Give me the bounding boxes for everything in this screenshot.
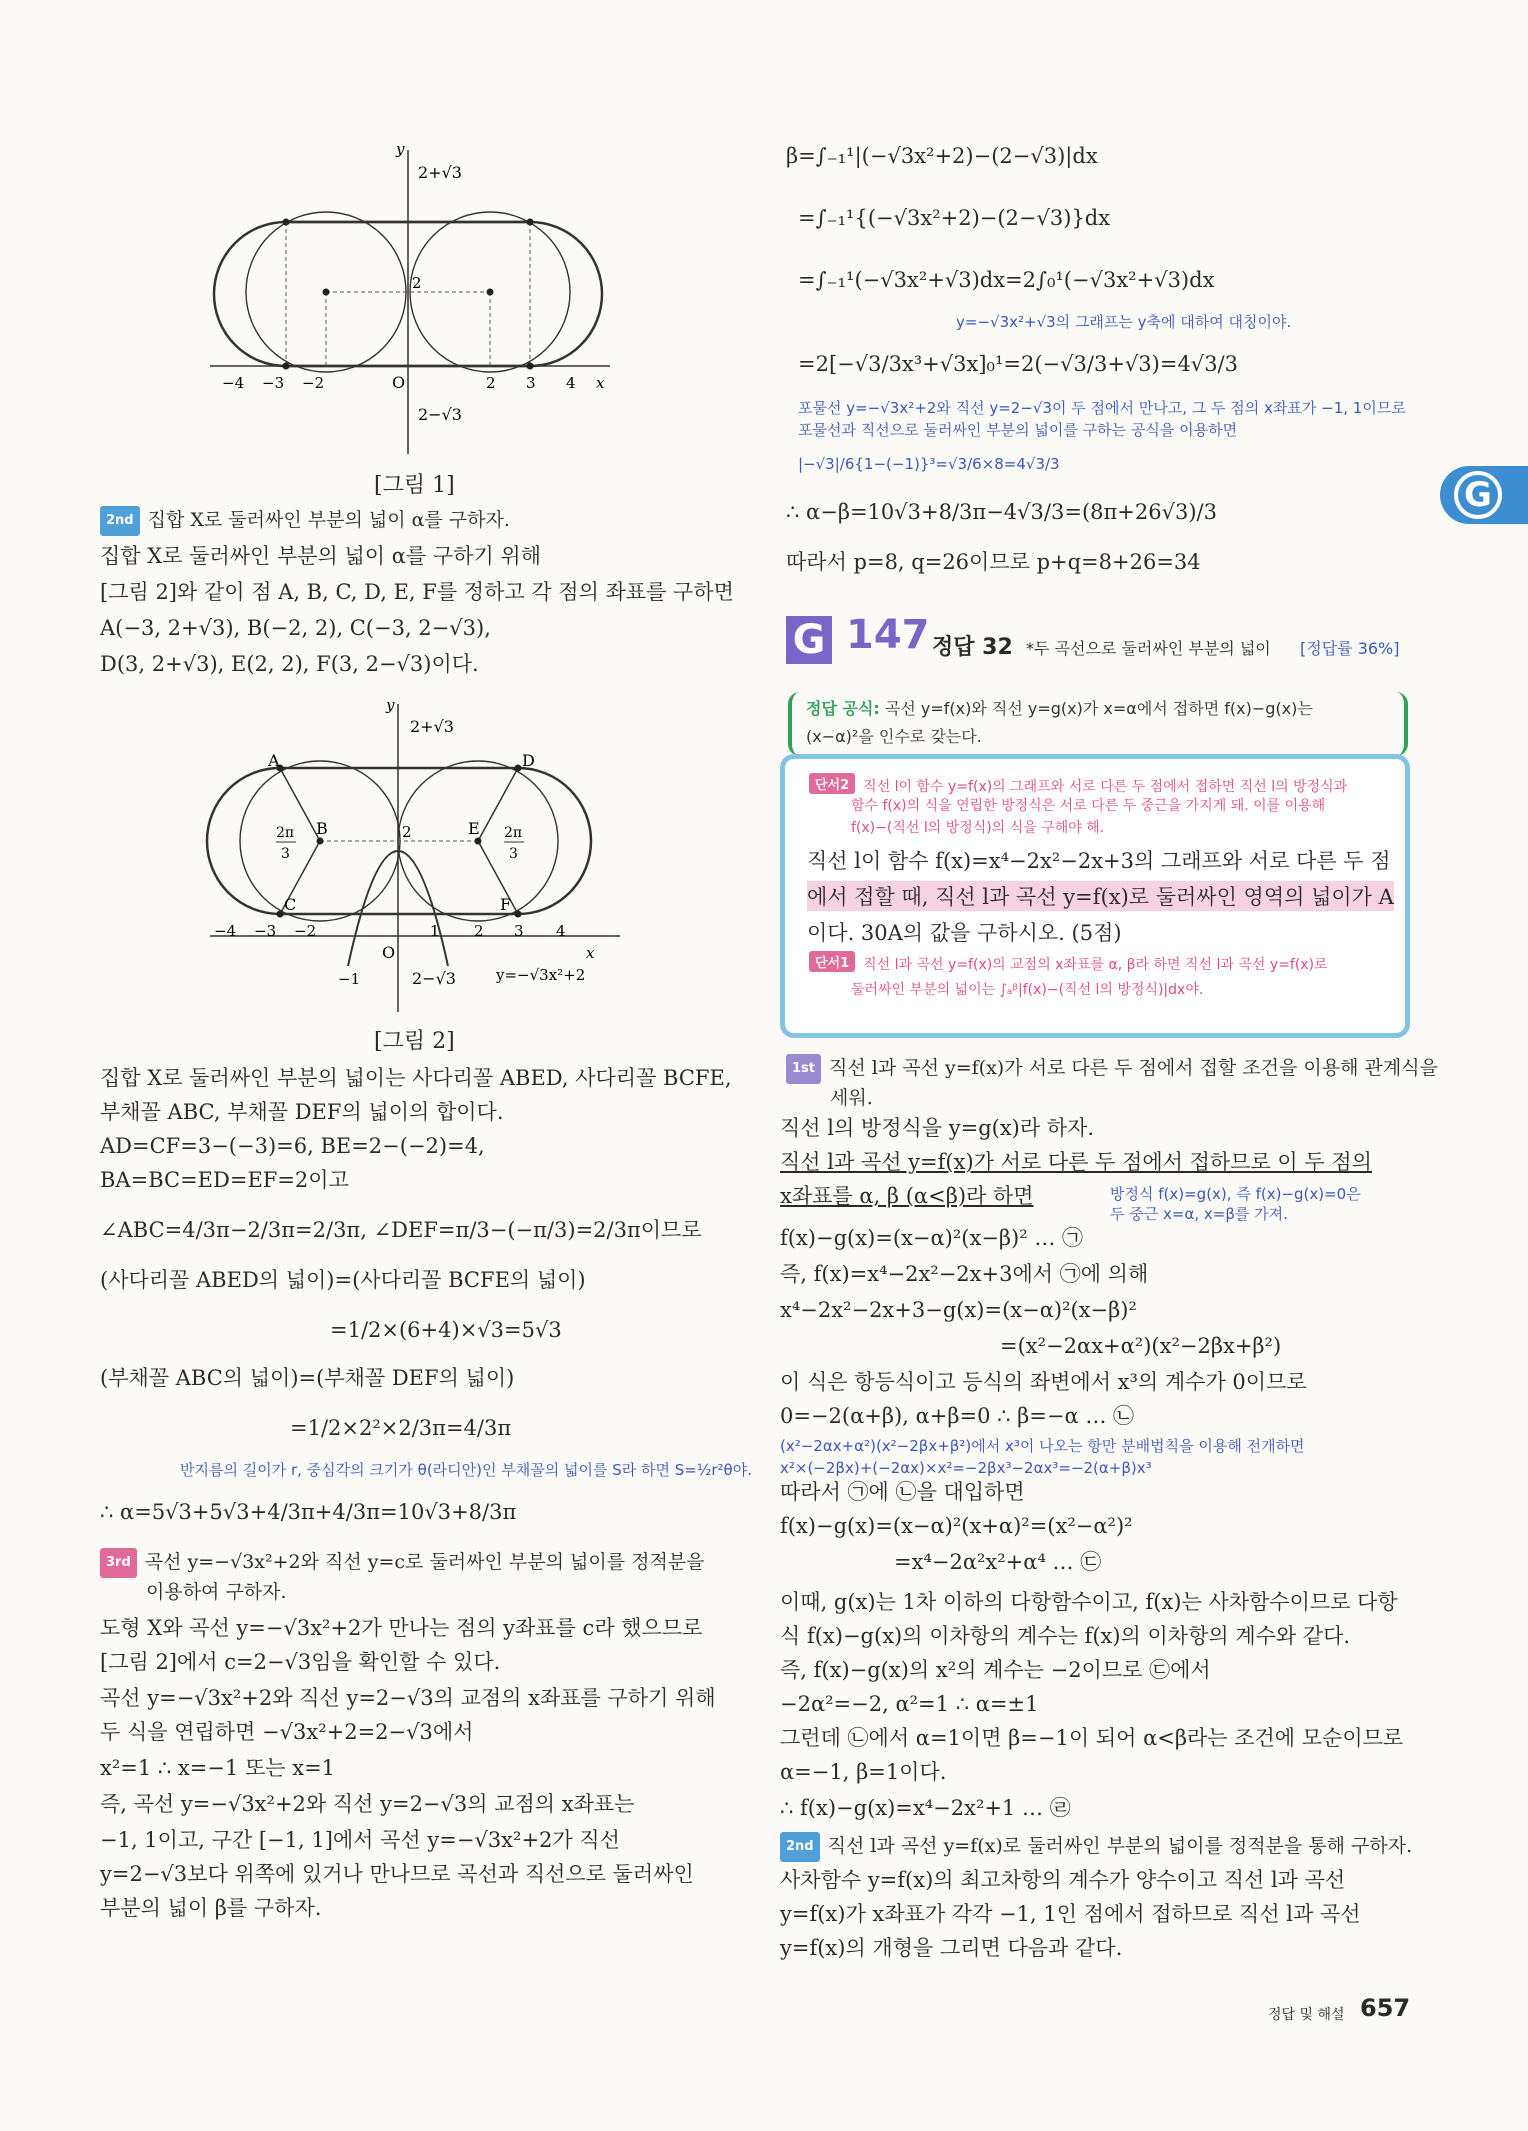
note-symmetry: y=−√3x²+√3의 그래프는 y축에 대하여 대칭이야. (956, 313, 1292, 331)
fig1-tick: 2 (486, 374, 496, 392)
text-line: 집합 X로 둘러싸인 부분의 넓이 α를 구하기 위해 (100, 544, 542, 568)
fig1-caption: [그림 1] (374, 473, 455, 498)
question-tag: G (786, 616, 832, 664)
note-double-root-1: 방정식 f(x)=g(x), 즉 f(x)−g(x)=0은 (1110, 1185, 1361, 1203)
problem-box (780, 754, 1410, 1038)
fig1-tick: −2 (302, 374, 325, 392)
step2b-badge: 2nd (780, 1832, 820, 1862)
fig2-caption: [그림 2] (374, 1029, 455, 1054)
hint2-b: 함수 f(x)의 식을 연립한 방정식은 서로 다른 두 중근을 가지게 돼. 이를 이용해 (851, 798, 1326, 814)
step2b-title: 직선 l과 곡선 y=f(x)로 둘러싸인 부분의 넓이를 정적분을 통해 구하자. (827, 1835, 1413, 1857)
figure-1 (200, 138, 620, 458)
text-line: f(x)−g(x)=(x−α)²(x+α)²=(x²−α²)² (780, 1514, 1133, 1538)
fig1-tick: 3 (526, 374, 536, 392)
note-expand-2: x²×(−2βx)+(−2αx)×x²=−2βx³−2αx³=−2(α+β)x³ (780, 1459, 1152, 1477)
chapter-side-tab (1440, 466, 1528, 524)
text-line: (사다리꼴 ABED의 넓이)=(사다리꼴 BCFE의 넓이) (100, 1268, 586, 1292)
text-line: 즉, f(x)−g(x)의 x²의 계수는 −2이므로 ㉢에서 (780, 1658, 1211, 1682)
text-line: 두 식을 연립하면 −√3x²+2=2−√3에서 (100, 1720, 474, 1744)
step1-heading (786, 1054, 1438, 1084)
fig1-y-label: y (396, 140, 405, 158)
fig2-tick: 1 (430, 922, 440, 940)
text-line: x²=1 ∴ x=−1 또는 x=1 (100, 1756, 336, 1780)
fig2-tick: 2 (474, 922, 484, 940)
formula-label: 정답 공식: (806, 699, 880, 718)
text-line: D(3, 2+√3), E(2, 2), F(3, 2−√3)이다. (100, 652, 479, 676)
fig2-tick: −2 (294, 922, 317, 940)
fig1-two-label: 2 (412, 274, 422, 292)
text-line: AD=CF=3−(−3)=6, BE=2−(−2)=4, (100, 1134, 485, 1158)
text-line: x좌표를 α, β (α<β)라 하면 (780, 1184, 1034, 1208)
step2-badge: 2nd (100, 506, 140, 536)
fig1-bottom-label: 2−√3 (418, 405, 462, 424)
step3-heading (100, 1548, 705, 1578)
fig2-angle-left-den: 3 (281, 846, 290, 862)
text-line: y=f(x)의 개형을 그리면 다음과 같다. (780, 1936, 1123, 1960)
hint1-b: 둘러싸인 부분의 넓이는 ∫ₐᵝ|f(x)−(직선 l의 방정식)|dx야. (851, 982, 1204, 998)
text-line: −2α²=−2, α²=1 ∴ α=±1 (780, 1692, 1039, 1716)
text-line: 부분의 넓이 β를 구하자. (100, 1896, 322, 1920)
fig1-x-label: x (596, 374, 605, 392)
fig2-top-label: 2+√3 (410, 717, 454, 736)
step1-badge: 1st (786, 1054, 821, 1084)
fig2-minus-one: −1 (338, 970, 361, 988)
fig2-two-label: 2 (402, 823, 412, 841)
text-line: A(−3, 2+√3), B(−2, 2), C(−3, 2−√3), (100, 616, 491, 640)
text-line: 사차함수 y=f(x)의 최고차항의 계수가 양수이고 직선 l과 곡선 (780, 1868, 1346, 1892)
note-expand-1: (x²−2αx+α²)(x²−2βx+β²)에서 x³이 나오는 항만 분배법칙을 이용해 전개하면 (780, 1437, 1305, 1455)
text-line: 즉, f(x)=x⁴−2x²−2x+3에서 ㉠에 의해 (780, 1262, 1149, 1286)
fig2-point-D: D (522, 751, 535, 770)
fig2-point-B: B (316, 819, 328, 838)
question-answer: 정답 32 (932, 635, 1013, 660)
fig2-tick: 4 (556, 922, 566, 940)
fig1-tick: −4 (222, 374, 245, 392)
step3-badge: 3rd (100, 1548, 137, 1578)
note-sector-formula: 반지름의 길이가 r, 중심각의 크기가 θ(라디안)인 부채꼴의 넓이를 S라 하면 S=½r²θ야. (180, 1461, 752, 1479)
text-line: 곡선 y=−√3x²+2와 직선 y=2−√3의 교점의 x좌표를 구하기 위해 (100, 1686, 716, 1710)
text-line: =x⁴−2α²x²+α⁴ … ㉢ (894, 1550, 1102, 1574)
hint2-c: f(x)−(직선 l의 방정식)의 식을 구해야 해. (851, 820, 1105, 836)
question-number: 147 (846, 612, 930, 658)
text-line: 집합 X로 둘러싸인 부분의 넓이는 사다리꼴 ABED, 사다리꼴 BCFE, (100, 1066, 732, 1090)
fig2-curve-label: y=−√3x²+2 (496, 966, 586, 984)
fig2-angle-left: 2π (276, 825, 295, 841)
fig2-point-A: A (268, 751, 280, 770)
question-rate: [정답률 36%] (1300, 639, 1400, 658)
question-topic: *두 곡선으로 둘러싸인 부분의 넓이 (1026, 639, 1271, 658)
text-line: 직선 l과 곡선 y=f(x)가 서로 다른 두 점에서 접하므로 이 두 점의 (780, 1150, 1372, 1174)
figure-2 (200, 696, 640, 1026)
beta-line-3: =∫₋₁¹(−√3x²+√3)dx=2∫₀¹(−√3x²+√3)dx (798, 268, 1215, 292)
fig1-top-label: 2+√3 (418, 163, 462, 182)
footer-label: 정답 및 해설 (1268, 2007, 1345, 2023)
formula-box (788, 692, 1408, 756)
fig1-origin: O (392, 373, 406, 392)
note-parabola-2: 포물선과 직선으로 둘러싸인 부분의 넓이를 구하는 공식을 이용하면 (798, 421, 1238, 439)
text-line: 도형 X와 곡선 y=−√3x²+2가 만나는 점의 y좌표를 c라 했으므로 (100, 1616, 703, 1640)
note-parabola-3: |−√3|/6{1−(−1)}³=√3/6×8=4√3/3 (798, 455, 1060, 473)
formula-text-2: (x−α)²을 인수로 갖는다. (806, 727, 982, 746)
hint1 (809, 951, 1328, 974)
text-line: ∠ABC=4/3π−2/3π=2/3π, ∠DEF=π/3−(−π/3)=2/3π이므로 (100, 1218, 702, 1242)
fig2-angle-right-den: 3 (509, 846, 518, 862)
page-number: 657 (1360, 1994, 1411, 2022)
text-line: 그런데 ㉡에서 α=1이면 β=−1이 되어 α<β라는 조건에 모순이므로 (780, 1726, 1404, 1750)
text-line: 이 식은 항등식이고 등식의 좌변에서 x³의 계수가 0이므로 (780, 1370, 1307, 1394)
beta-line-4: =2[−√3/3x³+√3x]₀¹=2(−√3/3+√3)=4√3/3 (798, 352, 1238, 376)
text-line: y=f(x)가 x좌표가 각각 −1, 1인 점에서 접하므로 직선 l과 곡선 (780, 1902, 1361, 1926)
beta-line-2: =∫₋₁¹{(−√3x²+2)−(2−√3)}dx (798, 206, 1111, 230)
text-line: 0=−2(α+β), α+β=0 ∴ β=−α … ㉡ (780, 1404, 1135, 1428)
hint2 (809, 773, 1347, 796)
text-line: x⁴−2x²−2x+3−g(x)=(x−α)²(x−β)² (780, 1298, 1137, 1322)
hint2-badge: 단서2 (809, 773, 855, 794)
fig2-tick: −4 (214, 922, 237, 940)
fig2-tick: −3 (254, 922, 277, 940)
beta-line-1: β=∫₋₁¹|(−√3x²+2)−(2−√3)|dx (786, 144, 1098, 168)
text-line: =(x²−2αx+α²)(x²−2βx+β²) (1000, 1334, 1282, 1358)
text-line: ∴ α=5√3+5√3+4/3π+4/3π=10√3+8/3π (100, 1500, 517, 1524)
text-line: 부채꼴 ABC, 부채꼴 DEF의 넓이의 합이다. (100, 1100, 504, 1124)
final-answer-line: 따라서 p=8, q=26이므로 p+q=8+26=34 (786, 550, 1201, 574)
text-line: y=2−√3보다 위쪽에 있거나 만나므로 곡선과 직선으로 둘러싸인 (100, 1862, 694, 1886)
text-line: ∴ f(x)−g(x)=x⁴−2x²+1 … ㉣ (780, 1796, 1071, 1820)
text-line: BA=BC=ED=EF=2이고 (100, 1168, 349, 1192)
step2b-heading (780, 1832, 1412, 1862)
fig1-tick: −3 (262, 374, 285, 392)
fig2-point-F: F (500, 895, 512, 914)
hint1-a: 직선 l과 곡선 y=f(x)의 교점의 x좌표를 α, β라 하면 직선 l과 곡선 y=f(x)로 (863, 957, 1328, 973)
text-line: =1/2×(6+4)×√3=5√3 (330, 1318, 562, 1342)
note-parabola-1: 포물선 y=−√3x²+2와 직선 y=2−√3이 두 점에서 만나고, 그 두 점의 x좌표가 −1, 1이므로 (798, 399, 1406, 417)
step3-title-cont: 이용하여 구하자. (146, 1581, 287, 1603)
text-line: (부채꼴 ABC의 넓이)=(부채꼴 DEF의 넓이) (100, 1366, 515, 1390)
text-line: −1, 1이고, 구간 [−1, 1]에서 곡선 y=−√3x²+2가 직선 (100, 1828, 620, 1852)
fig2-y-label: y (386, 696, 395, 714)
fig2-origin: O (382, 943, 396, 962)
hint1-badge: 단서1 (809, 951, 855, 972)
step2-heading (100, 506, 510, 536)
chapter-tab-letter: G (1454, 471, 1502, 519)
fig1-tick: 4 (566, 374, 576, 392)
problem-line-1: 직선 l이 함수 f(x)=x⁴−2x²−2x+3의 그래프와 서로 다른 두 점 (807, 849, 1391, 873)
text-line: 이때, g(x)는 1차 이하의 다항함수이고, f(x)는 사차함수이므로 다항 (780, 1590, 1398, 1614)
text-line: 직선 l의 방정식을 y=g(x)라 하자. (780, 1116, 1095, 1140)
step1-title-cont: 세워. (830, 1087, 873, 1109)
step1-title: 직선 l과 곡선 y=f(x)가 서로 다른 두 점에서 접할 조건을 이용해 관계식을 (829, 1057, 1438, 1079)
fig2-bottom-label: 2−√3 (412, 969, 456, 988)
text-line: 식 f(x)−g(x)의 이차항의 계수는 f(x)의 이차항의 계수와 같다. (780, 1624, 1351, 1648)
text-line: 따라서 ㉠에 ㉡을 대입하면 (780, 1480, 1025, 1504)
alpha-minus-beta: ∴ α−β=10√3+8/3π−4√3/3=(8π+26√3)/3 (786, 500, 1217, 524)
text-line: [그림 2]에서 c=2−√3임을 확인할 수 있다. (100, 1650, 501, 1674)
fig2-x-label: x (586, 944, 595, 962)
formula-text-1: 곡선 y=f(x)와 직선 y=g(x)가 x=α에서 접하면 f(x)−g(x)는 (884, 699, 1313, 718)
fig2-angle-right: 2π (504, 825, 523, 841)
text-line: 즉, 곡선 y=−√3x²+2와 직선 y=2−√3의 교점의 x좌표는 (100, 1792, 635, 1816)
text-line: =1/2×2²×2/3π=4/3π (290, 1416, 512, 1440)
text-line: [그림 2]와 같이 점 A, B, C, D, E, F를 정하고 각 점의 좌표를 구하면 (100, 580, 734, 604)
text-line: α=−1, β=1이다. (780, 1760, 947, 1784)
fig2-point-E: E (468, 819, 480, 838)
hint2-a: 직선 l이 함수 y=f(x)의 그래프와 서로 다른 두 점에서 접하면 직선 l의 방정식과 (863, 779, 1348, 795)
problem-line-2: 에서 접할 때, 직선 l과 곡선 y=f(x)로 둘러싸인 영역의 넓이가 A (807, 881, 1394, 911)
fig2-tick: 3 (514, 922, 524, 940)
note-double-root-2: 두 중근 x=α, x=β를 가져. (1110, 1205, 1288, 1223)
problem-line-3: 이다. 30A의 값을 구하시오. (5점) (807, 921, 1122, 945)
text-line: f(x)−g(x)=(x−α)²(x−β)² … ㉠ (780, 1226, 1084, 1250)
step3-title: 곡선 y=−√3x²+2와 직선 y=c로 둘러싸인 부분의 넓이를 정적분을 (144, 1551, 705, 1573)
fig2-point-C: C (284, 895, 297, 914)
step2-title: 집합 X로 둘러싸인 부분의 넓이 α를 구하자. (147, 509, 510, 531)
